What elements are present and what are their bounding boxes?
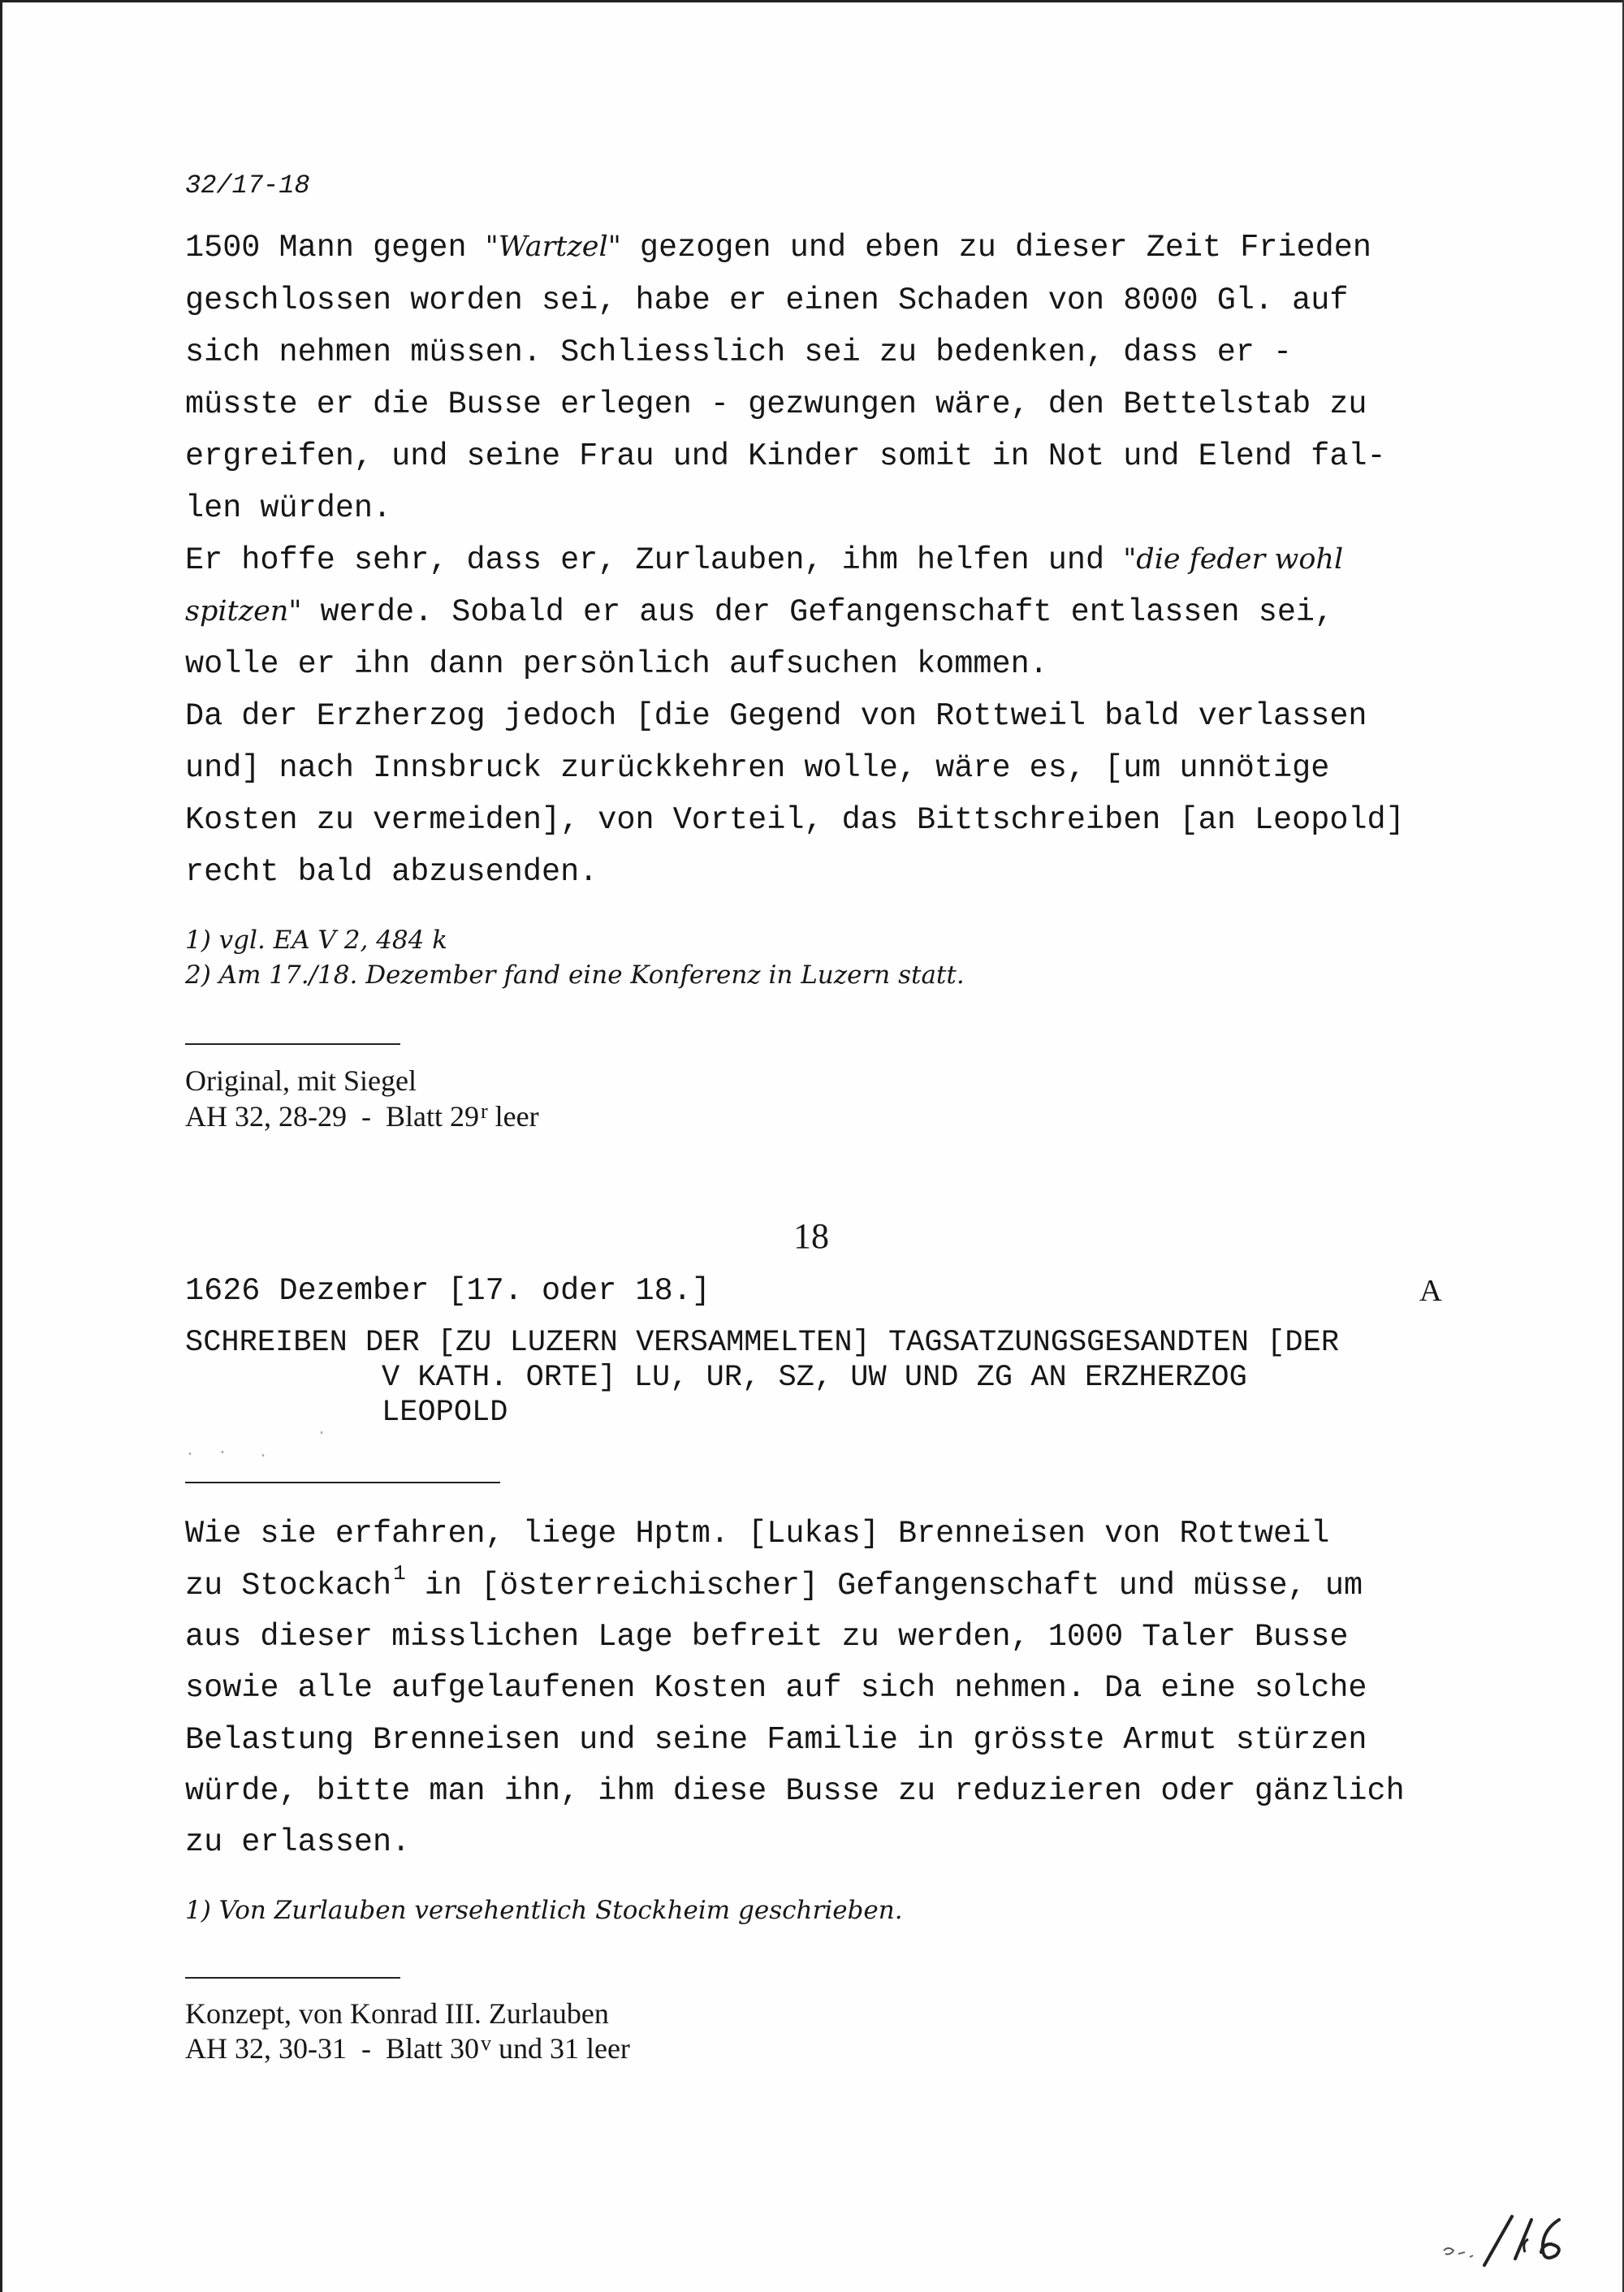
source-note: AH 32, 30-31 - Blatt 30$^v$ und 31 leer xyxy=(185,2031,630,2065)
text-line: Kosten zu vermeiden], von Vorteil, das Bittschreiben [an Leopold] xyxy=(185,802,1405,838)
document-date: 1626 Dezember [17. oder 18.] xyxy=(185,1273,710,1309)
document-heading: V KATH. ORTE] LU, UR, SZ, UW UND ZG AN ERZHERZOG xyxy=(382,1361,1247,1395)
footnote: 1) vgl. EA V 2, 484 k xyxy=(185,926,448,955)
text-line: sich nehmen müssen. Schliesslich sei zu bedenken, dass er - xyxy=(185,335,1293,370)
scan-speck: · xyxy=(317,1424,327,1443)
scan-speck: · xyxy=(258,1447,269,1465)
source-note: AH 32, 28-29 - Blatt 29$^r$ leer xyxy=(185,1099,539,1133)
page-reference: 32/17-18 xyxy=(185,170,310,201)
footnote: 2) Am 17./18. Dezember fand eine Konferenz in Luzern statt. xyxy=(185,960,965,990)
text-line: 1500 Mann gegen "Wartzel" gezogen und eben zu dieser Zeit Frieden xyxy=(185,230,1371,265)
text-line: Da der Erzherzog jedoch [die Gegend von Rottweil bald verlassen xyxy=(185,698,1367,734)
text-line: aus dieser misslichen Lage befreit zu werden, 1000 Taler Busse xyxy=(185,1619,1349,1655)
text-line: ergreifen, und seine Frau und Kinder somit in Not und Elend fal- xyxy=(185,438,1386,474)
text-line: und] nach Innsbruck zurückkehren wolle, wäre es, [um unnötige xyxy=(185,750,1330,786)
footnote-divider xyxy=(185,1043,400,1045)
source-note: Konzept, von Konrad III. Zurlauben xyxy=(185,1997,609,2030)
scan-speck: · xyxy=(185,1445,196,1464)
scan-speck: · xyxy=(218,1444,228,1462)
document-heading: LEOPOLD xyxy=(382,1396,508,1430)
scan-border-top xyxy=(0,0,1624,2)
text-line: recht bald abzusenden. xyxy=(185,854,598,890)
document-type: A xyxy=(1419,1274,1442,1308)
document-heading: SCHREIBEN DER [ZU LUZERN VERSAMMELTEN] TAGSATZUNGSGESANDTEN [DER xyxy=(185,1326,1340,1360)
text-line: müsste er die Busse erlegen - gezwungen wäre, den Bettelstab zu xyxy=(185,386,1367,422)
scan-border-left xyxy=(0,0,2,2292)
text-line: zu erlassen. xyxy=(185,1824,411,1860)
footnote-divider xyxy=(185,1977,400,1979)
text-line: zu Stockach$^1$ in [österreichischer] Gefangenschaft und müsse, um xyxy=(185,1561,1363,1604)
footnote: 1) Von Zurlauben versehentlich Stockheim geschrieben. xyxy=(185,1896,903,1925)
text-line: würde, bitte man ihn, ihm diese Busse zu reduzieren oder gänzlich xyxy=(185,1773,1405,1809)
handwritten-folio-mark xyxy=(1437,2208,1575,2273)
document-number: 18 xyxy=(793,1216,829,1256)
text-line: len würden. xyxy=(185,490,392,526)
text-line: geschlossen worden sei, habe er einen Schaden von 8000 Gl. auf xyxy=(185,283,1349,318)
text-line: Er hoffe sehr, dass er, Zurlauben, ihm helfen und "die feder wohl xyxy=(185,542,1344,578)
text-line: sowie alle aufgelaufenen Kosten auf sich nehmen. Da eine solche xyxy=(185,1670,1367,1706)
text-line: wolle er ihn dann persönlich aufsuchen kommen. xyxy=(185,646,1048,682)
text-line: Belastung Brenneisen und seine Familie in grösste Armut stürzen xyxy=(185,1722,1367,1758)
source-note: Original, mit Siegel xyxy=(185,1064,417,1097)
text-line: spitzen" werde. Sobald er aus der Gefangenschaft entlassen sei, xyxy=(185,594,1334,630)
text-line: Wie sie erfahren, liege Hptm. [Lukas] Brenneisen von Rottweil xyxy=(185,1516,1330,1552)
heading-divider xyxy=(185,1482,500,1483)
